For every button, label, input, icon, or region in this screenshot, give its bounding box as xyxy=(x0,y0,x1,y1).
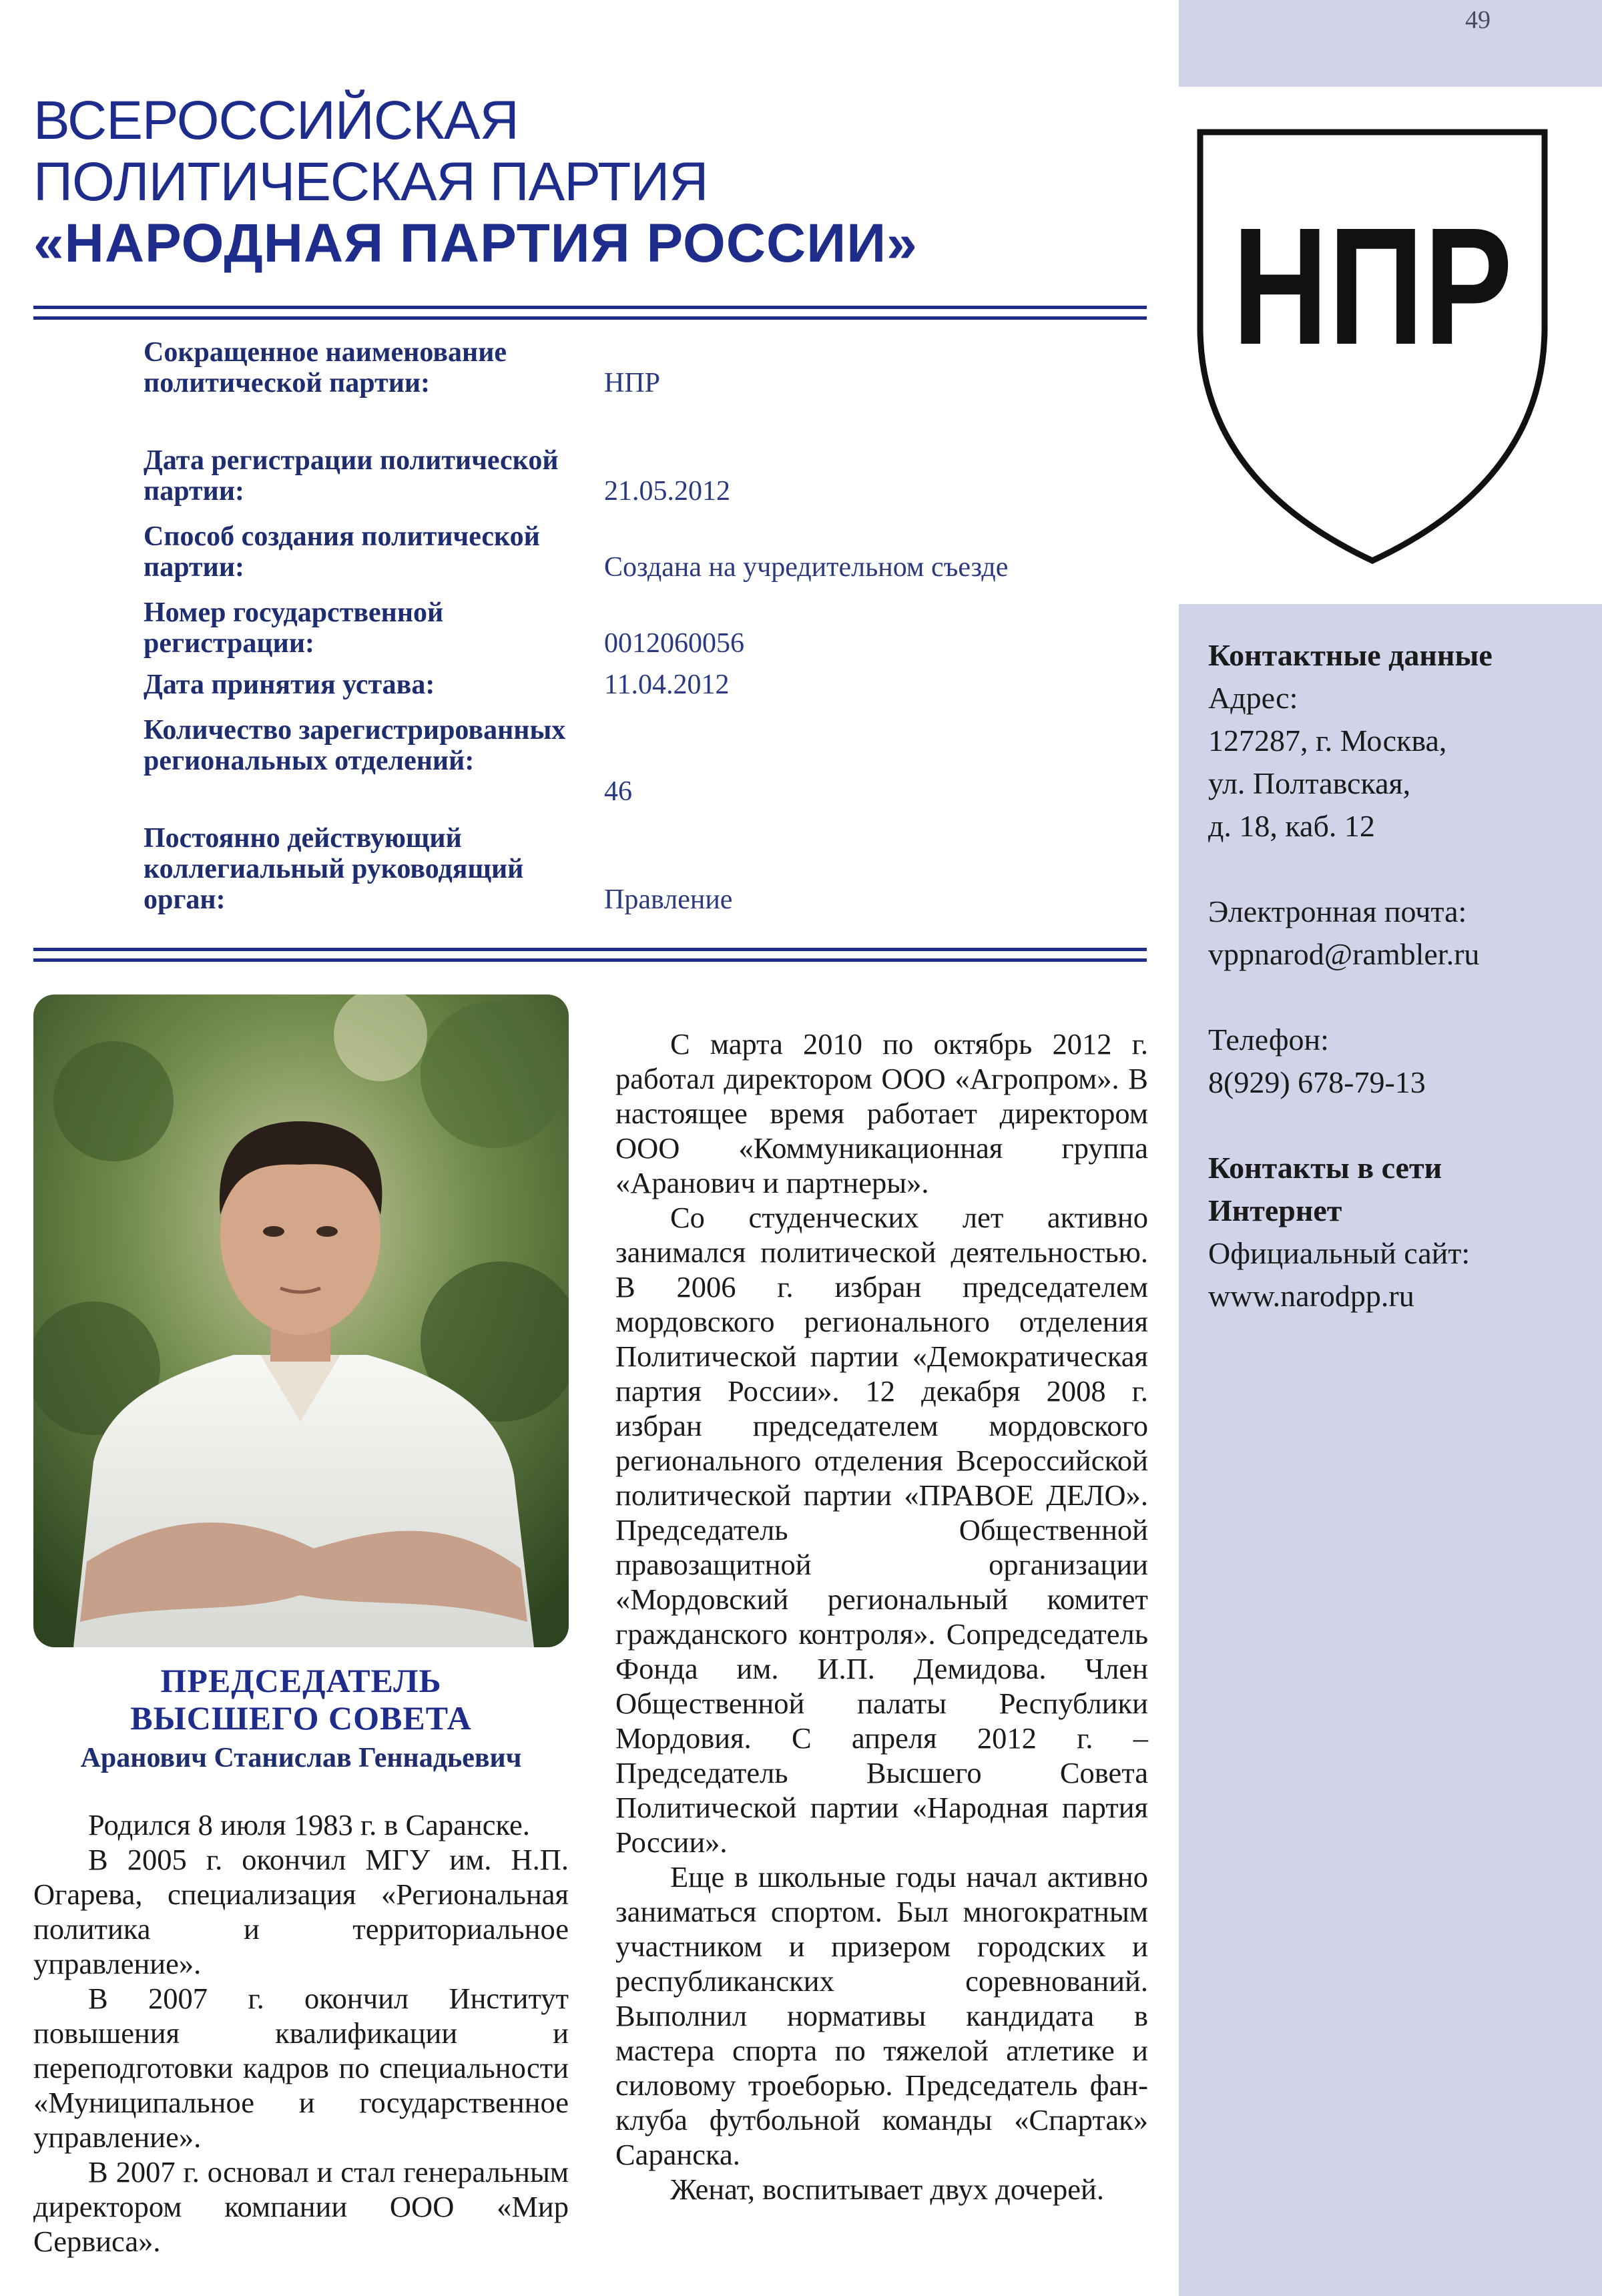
email-label: Электронная почта: xyxy=(1208,894,1467,928)
divider-rule xyxy=(33,306,1147,309)
page-title xyxy=(33,90,1161,274)
info-label: Постоянно действующий коллегиальный руководящий орган: xyxy=(144,823,524,915)
info-value: 21.05.2012 xyxy=(604,476,730,507)
divider-rule xyxy=(33,948,1147,951)
phone-label: Телефон: xyxy=(1208,1023,1329,1057)
divider-rule xyxy=(33,316,1147,320)
spacer xyxy=(1208,976,1582,1019)
chairman-name: Аранович Станислав Геннадьевич xyxy=(80,1743,522,1773)
chairman-caption xyxy=(33,1662,569,1777)
bio-paragraph: Еще в школьные годы начал активно заниматься спортом. Был многократным участником и призером городских и республиканских соревнований. Выполнил нормативы кандидата в мастера спорта по тяжелой атлетике и силовому троеборью. Председатель фан-клуба футбольной команды «Спартак» Саранска. xyxy=(615,1860,1148,2171)
info-label: Количество зарегистрированных региональных отделений: xyxy=(144,715,566,776)
title-line-2: ПОЛИТИЧЕСКАЯ ПАРТИЯ xyxy=(33,152,708,212)
spacer xyxy=(1208,848,1582,890)
bio-column-left xyxy=(33,1807,569,2259)
bio-paragraph: В 2005 г. окончил МГУ им. Н.П. Огарева, специализация «Региональная политика и территориальное управление». xyxy=(33,1843,569,1980)
divider-rule xyxy=(33,958,1147,962)
bio-paragraph: С марта 2010 по октябрь 2012 г. работал директором ООО «Агропром». В настоящее время работает директором ООО «Коммуникационная группа «Аранович и партнеры». xyxy=(615,1027,1148,1199)
spacer xyxy=(1208,1104,1582,1147)
title-line-3: «НАРОДНАЯ ПАРТИЯ РОССИИ» xyxy=(33,213,918,274)
title-line-1: ВСЕРОССИЙСКАЯ xyxy=(33,90,519,151)
contacts-block xyxy=(1208,634,1582,1318)
contacts-heading: Контактные данные xyxy=(1208,638,1493,672)
internet-heading: Интернет xyxy=(1208,1193,1342,1227)
bio-paragraph: В 2007 г. основал и стал генеральным директором компании ООО «Мир Сервиса». xyxy=(33,2155,569,2258)
phone-number: 8(929) 678-79-13 xyxy=(1208,1065,1426,1099)
info-value: 11.04.2012 xyxy=(604,669,730,700)
page-number: 49 xyxy=(1465,6,1491,34)
info-value: НПР xyxy=(604,368,661,398)
bio-paragraph: В 2007 г. окончил Институт повышения квалификации и переподготовки кадров по специальности «Муниципальное и государственное управление». xyxy=(33,1982,569,2154)
sidebar-top-band xyxy=(1179,0,1602,87)
info-value: Правление xyxy=(604,884,733,915)
shield-emblem-icon xyxy=(1192,127,1553,567)
address-line: ул. Полтавская, xyxy=(1208,766,1411,800)
site-label: Официальный сайт: xyxy=(1208,1236,1471,1270)
info-value: 46 xyxy=(604,776,632,807)
bio-paragraph: Со студенческих лет активно занимался политической деятельностью. В 2006 г. избран председателем мордовского регионального отделения Политической партии «Демократическая партия России». 12 декабря 2008 г. избран председателем мордовского регионального отделения Всероссийской политической партии «ПРАВОЕ ДЕЛО». Председатель Общественной правозащитной организации «Мордовский региональный комитет гражданского контроля». Сопредседатель Фонда им. И.П. Демидова. Член Общественной палаты Республики Мордовия. С апреля 2012 г. – Председатель Высшего Совета Политической партии «Народная партия России». xyxy=(615,1201,1148,1859)
email-link[interactable]: vppnarod@rambler.ru xyxy=(1208,937,1480,971)
info-value: 0012060056 xyxy=(604,628,744,659)
info-label: Дата принятия устава: xyxy=(144,669,435,700)
internet-heading: Контакты в сети xyxy=(1208,1151,1442,1185)
info-label: Номер государственной регистрации: xyxy=(144,597,444,659)
info-label: Способ создания политической партии: xyxy=(144,521,540,583)
bio-paragraph: Женат, воспитывает двух дочерей. xyxy=(670,2173,1104,2206)
info-label: Сокращенное наименование политической партии: xyxy=(144,337,507,398)
portrait-image xyxy=(33,994,569,1647)
address-line: д. 18, каб. 12 xyxy=(1208,809,1375,843)
chairman-photo xyxy=(33,994,569,1647)
address-line: 127287, г. Москва, xyxy=(1208,724,1447,758)
chairman-role: ВЫСШЕГО СОВЕТА xyxy=(130,1699,472,1737)
chairman-role: ПРЕДСЕДАТЕЛЬ xyxy=(160,1662,442,1699)
bio-column-right xyxy=(615,1027,1148,2207)
address-label: Адрес: xyxy=(1208,681,1298,715)
info-label: Дата регистрации политической партии: xyxy=(144,445,559,507)
site-link[interactable]: www.narodpp.ru xyxy=(1208,1279,1414,1313)
bio-paragraph: Родился 8 июля 1983 г. в Саранске. xyxy=(88,1808,530,1841)
logo-text: НПР xyxy=(1232,193,1513,379)
info-value: Создана на учредительном съезде xyxy=(604,552,1009,583)
